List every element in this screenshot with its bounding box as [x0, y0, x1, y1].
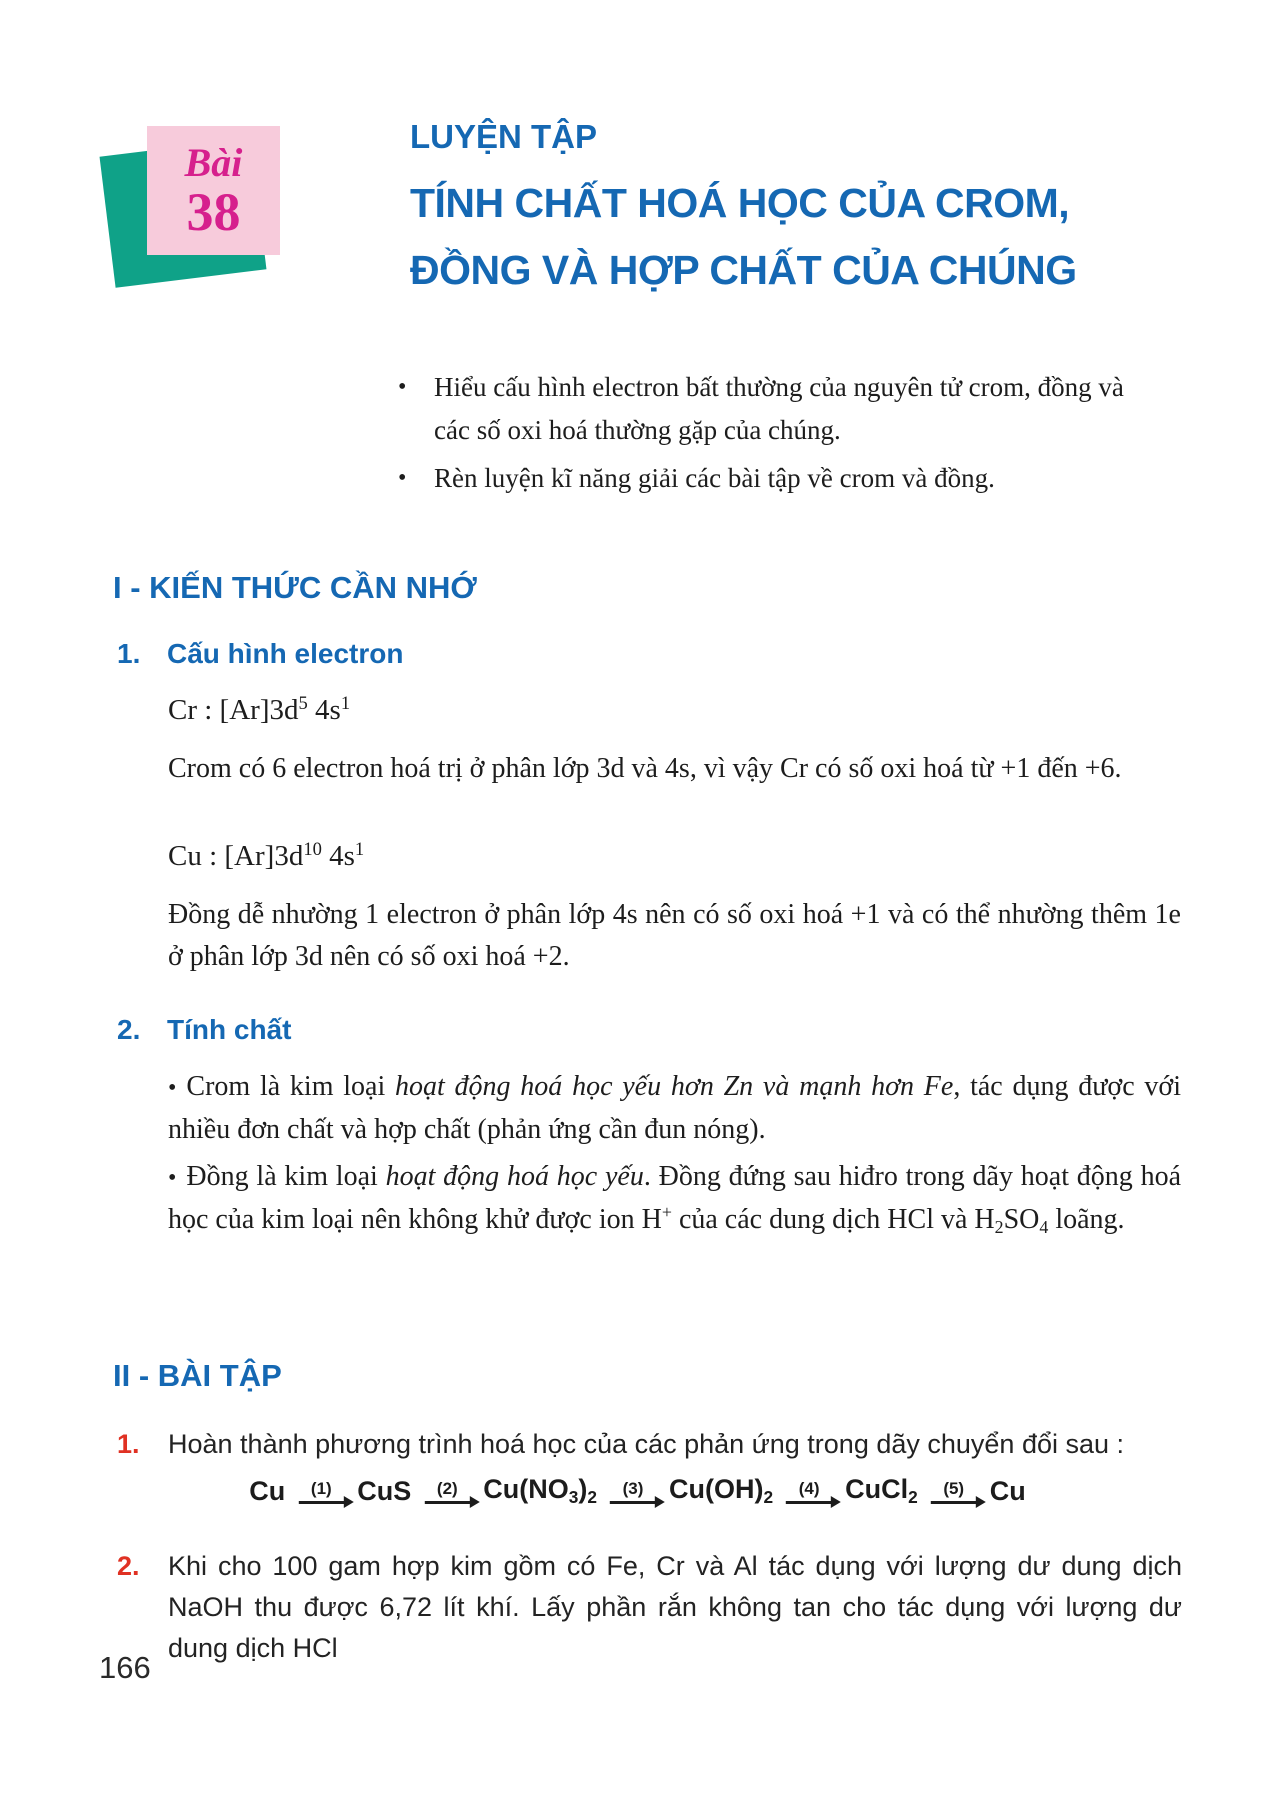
bullet-icon: •: [398, 465, 407, 491]
exercise-2-number: 2.: [117, 1551, 140, 1581]
objective-text: Hiểu cấu hình electron bất thường của nguyên tử crom, đồng và các số oxi hoá thường gặp của chúng.: [434, 372, 1124, 445]
reaction-arrow-icon: [786, 1481, 832, 1504]
lesson-title-line2: ĐỒNG VÀ HỢP CHẤT CỦA CHÚNG: [410, 247, 1077, 293]
section-1-heading: I - KIẾN THỨC CẦN NHỚ: [113, 570, 477, 605]
cr-paragraph: Crom có 6 electron hoá trị ở phân lớp 3d và 4s, vì vậy Cr có số oxi hoá từ +1 đến +6.: [168, 753, 1122, 784]
lesson-title-line1: TÍNH CHẤT HOÁ HỌC CỦA CROM,: [410, 180, 1070, 226]
reaction-arrow-icon: [424, 1481, 470, 1504]
chain-species: Cu: [249, 1475, 286, 1506]
bullet-icon: •: [168, 1165, 177, 1191]
lesson-title-block: [410, 118, 1200, 304]
exercise-1: [117, 1424, 1182, 1465]
property-copper-text: Đồng là kim loại hoạt động hoá học yếu. Đồng đứng sau hiđro trong dãy hoạt động hoá học của kim loại nên không khử được ion H+ của các dung dịch HCl và $H_2SO_4$ loãng.: [168, 1161, 1181, 1238]
reaction-chain: [249, 1474, 1025, 1507]
subsection-1-number: 1.: [117, 638, 141, 669]
arrow-shaft: [931, 1501, 977, 1504]
subsection-2-title: Tính chất: [167, 1014, 292, 1045]
arrow-shaft: [298, 1501, 344, 1504]
bullet-icon: •: [168, 1075, 177, 1101]
exercise-2-text: Khi cho 100 gam hợp kim gồm có Fe, Cr và Al tác dụng với lượng dư dung dịch NaOH thu được 6,72 lít khí. Lấy phần rắn không tan cho tác dụng với lượng dư dung dịch HCl: [168, 1551, 1182, 1663]
badge-number: 38: [186, 181, 241, 242]
chain-species: CuCl$_2$: [845, 1474, 918, 1507]
subsection-1-title: Cấu hình electron: [167, 638, 404, 669]
chain-species: $Cu(OH)_2$: [669, 1474, 774, 1507]
section-2-heading: II - BÀI TẬP: [113, 1358, 282, 1393]
chain-species: CuS: [357, 1475, 412, 1506]
objective-item: [398, 366, 1140, 452]
arrow-step-label: (1): [310, 1479, 332, 1498]
subsection-2-heading: [117, 1014, 291, 1046]
property-chromium-text: Crom là kim loại hoạt động hoá học yếu hơn Zn và mạnh hơn Fe, tác dụng được với nhiều đơn chất và hợp chất (phản ứng cần đun nóng).: [168, 1071, 1182, 1145]
arrow-shaft: [424, 1501, 470, 1504]
badge-front-card: [147, 126, 280, 255]
lesson-badge: [95, 100, 310, 315]
arrow-shaft: [786, 1501, 832, 1504]
arrow-step-label: (5): [943, 1479, 965, 1498]
page-number: 166: [99, 1650, 151, 1685]
property-copper: [168, 1156, 1181, 1243]
exercise-1-number: 1.: [117, 1429, 140, 1459]
lesson-title: [410, 170, 1200, 304]
exercise-1-text: Hoàn thành phương trình hoá học của các phản ứng trong dãy chuyển đổi sau :: [168, 1429, 1125, 1459]
objective-text: Rèn luyện kĩ năng giải các bài tập về crom và đồng.: [434, 463, 995, 493]
arrow-shaft: [610, 1501, 656, 1504]
chain-species: $Cu(NO_3)_2$: [483, 1474, 597, 1507]
reaction-arrow-icon: [610, 1481, 656, 1504]
lesson-kicker: LUYỆN TẬP: [410, 118, 598, 155]
badge-word: Bài: [184, 139, 243, 185]
subsection-1-heading: [117, 638, 403, 670]
cu-electron-config: Cu : $[Ar]3d^{10}$ $4s^1$: [168, 838, 365, 872]
bullet-icon: •: [398, 374, 407, 400]
reaction-arrow-icon: [298, 1481, 344, 1504]
chain-species: Cu: [989, 1475, 1026, 1506]
objective-item: [398, 457, 1140, 500]
subsection-2-number: 2.: [117, 1014, 141, 1045]
arrow-step-label: (4): [798, 1479, 820, 1498]
arrow-step-label: (3): [622, 1479, 644, 1498]
cu-paragraph: Đồng dễ nhường 1 electron ở phân lớp 4s nên có số oxi hoá +1 và có thể nhường thêm 1e ở phân lớp 3d nên có số oxi hoá +2.: [168, 899, 1181, 972]
property-chromium: [168, 1066, 1181, 1151]
cr-electron-config: Cr : $[Ar]3d^5$ $4s^1$: [168, 692, 351, 726]
objectives-list: [398, 366, 1140, 505]
exercise-2: [117, 1546, 1182, 1669]
reaction-arrow-icon: [931, 1481, 977, 1504]
arrow-step-label: (2): [436, 1479, 458, 1498]
